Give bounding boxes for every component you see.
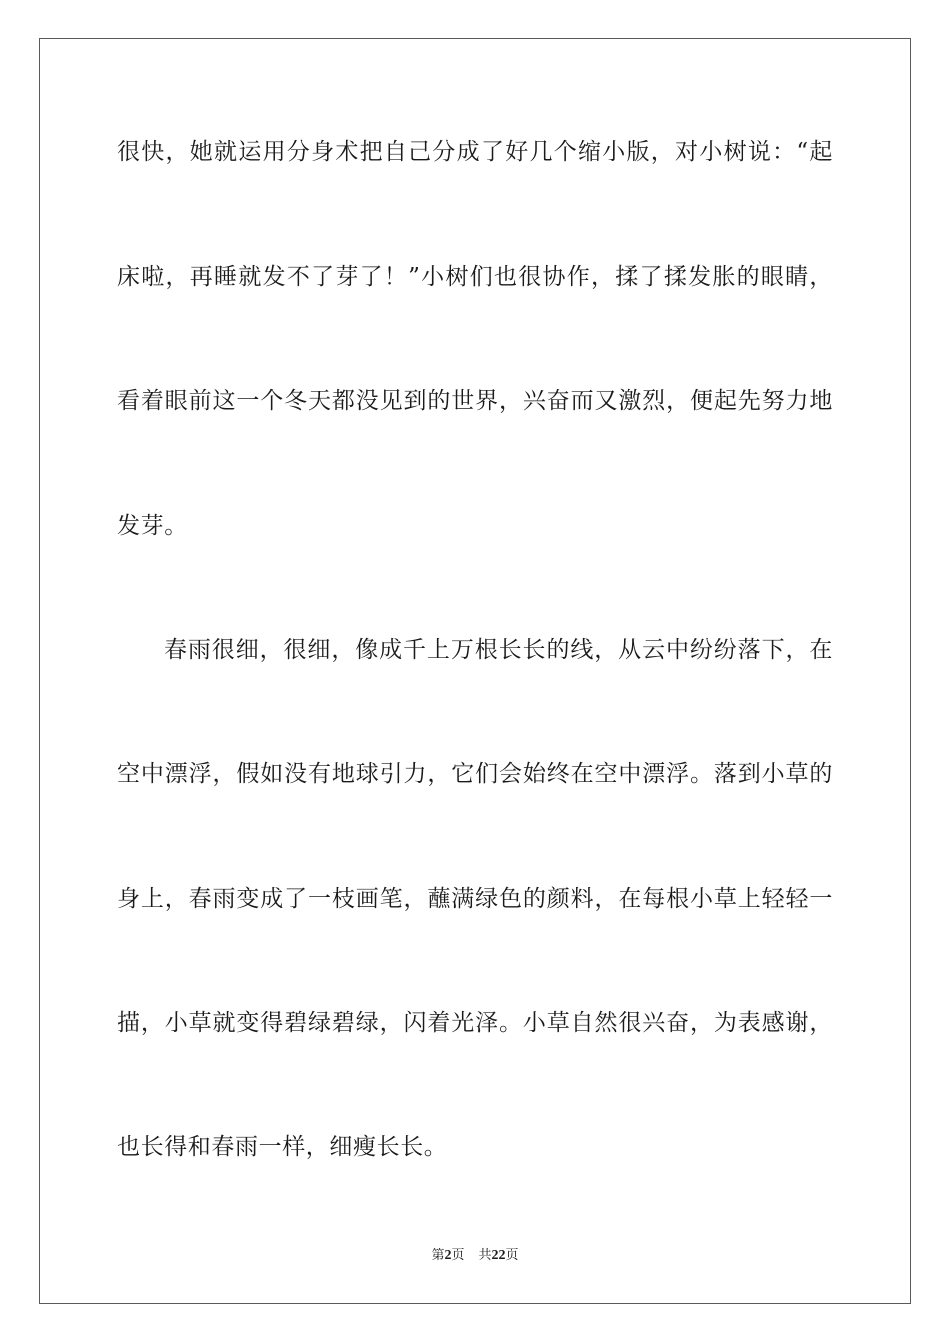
paragraph-line-4: 发芽。: [117, 513, 188, 539]
footer-page-number: 2: [444, 1248, 452, 1263]
paragraph-line-7: 身上，春雨变成了一枝画笔，蘸满绿色的颜料，在每根小草上轻轻一: [117, 886, 833, 912]
paragraph-line-8: 描，小草就变得碧绿碧绿，闪着光泽。小草自然很兴奋，为表感谢，: [117, 1010, 833, 1036]
paragraph-line-3: 看着眼前这一个冬天都没见到的世界，兴奋而又激烈，便起先努力地: [117, 388, 833, 414]
paragraph-line-5: 春雨很细，很细，像成千上万根长长的线，从云中纷纷落下，在: [164, 637, 833, 663]
page-border: [39, 38, 911, 1304]
footer-total-prefix: 共: [478, 1248, 492, 1263]
paragraph-line-1: 很快，她就运用分身术把自己分成了好几个缩小版，对小树说：“起: [117, 139, 833, 165]
page-footer: [0, 1247, 950, 1265]
paragraph-line-9: 也长得和春雨一样，细瘦长长。: [117, 1134, 448, 1160]
footer-page-suffix: 页: [451, 1248, 465, 1263]
paragraph-line-6: 空中漂浮，假如没有地球引力，它们会始终在空中漂浮。落到小草的: [117, 761, 833, 787]
paragraph-line-2: 床啦，再睡就发不了芽了！”小树们也很协作，揉了揉发胀的眼睛，: [117, 264, 833, 290]
footer-total-pages: 22: [491, 1248, 506, 1263]
footer-page-prefix: 第: [431, 1248, 445, 1263]
footer-total-suffix: 页: [505, 1248, 519, 1263]
